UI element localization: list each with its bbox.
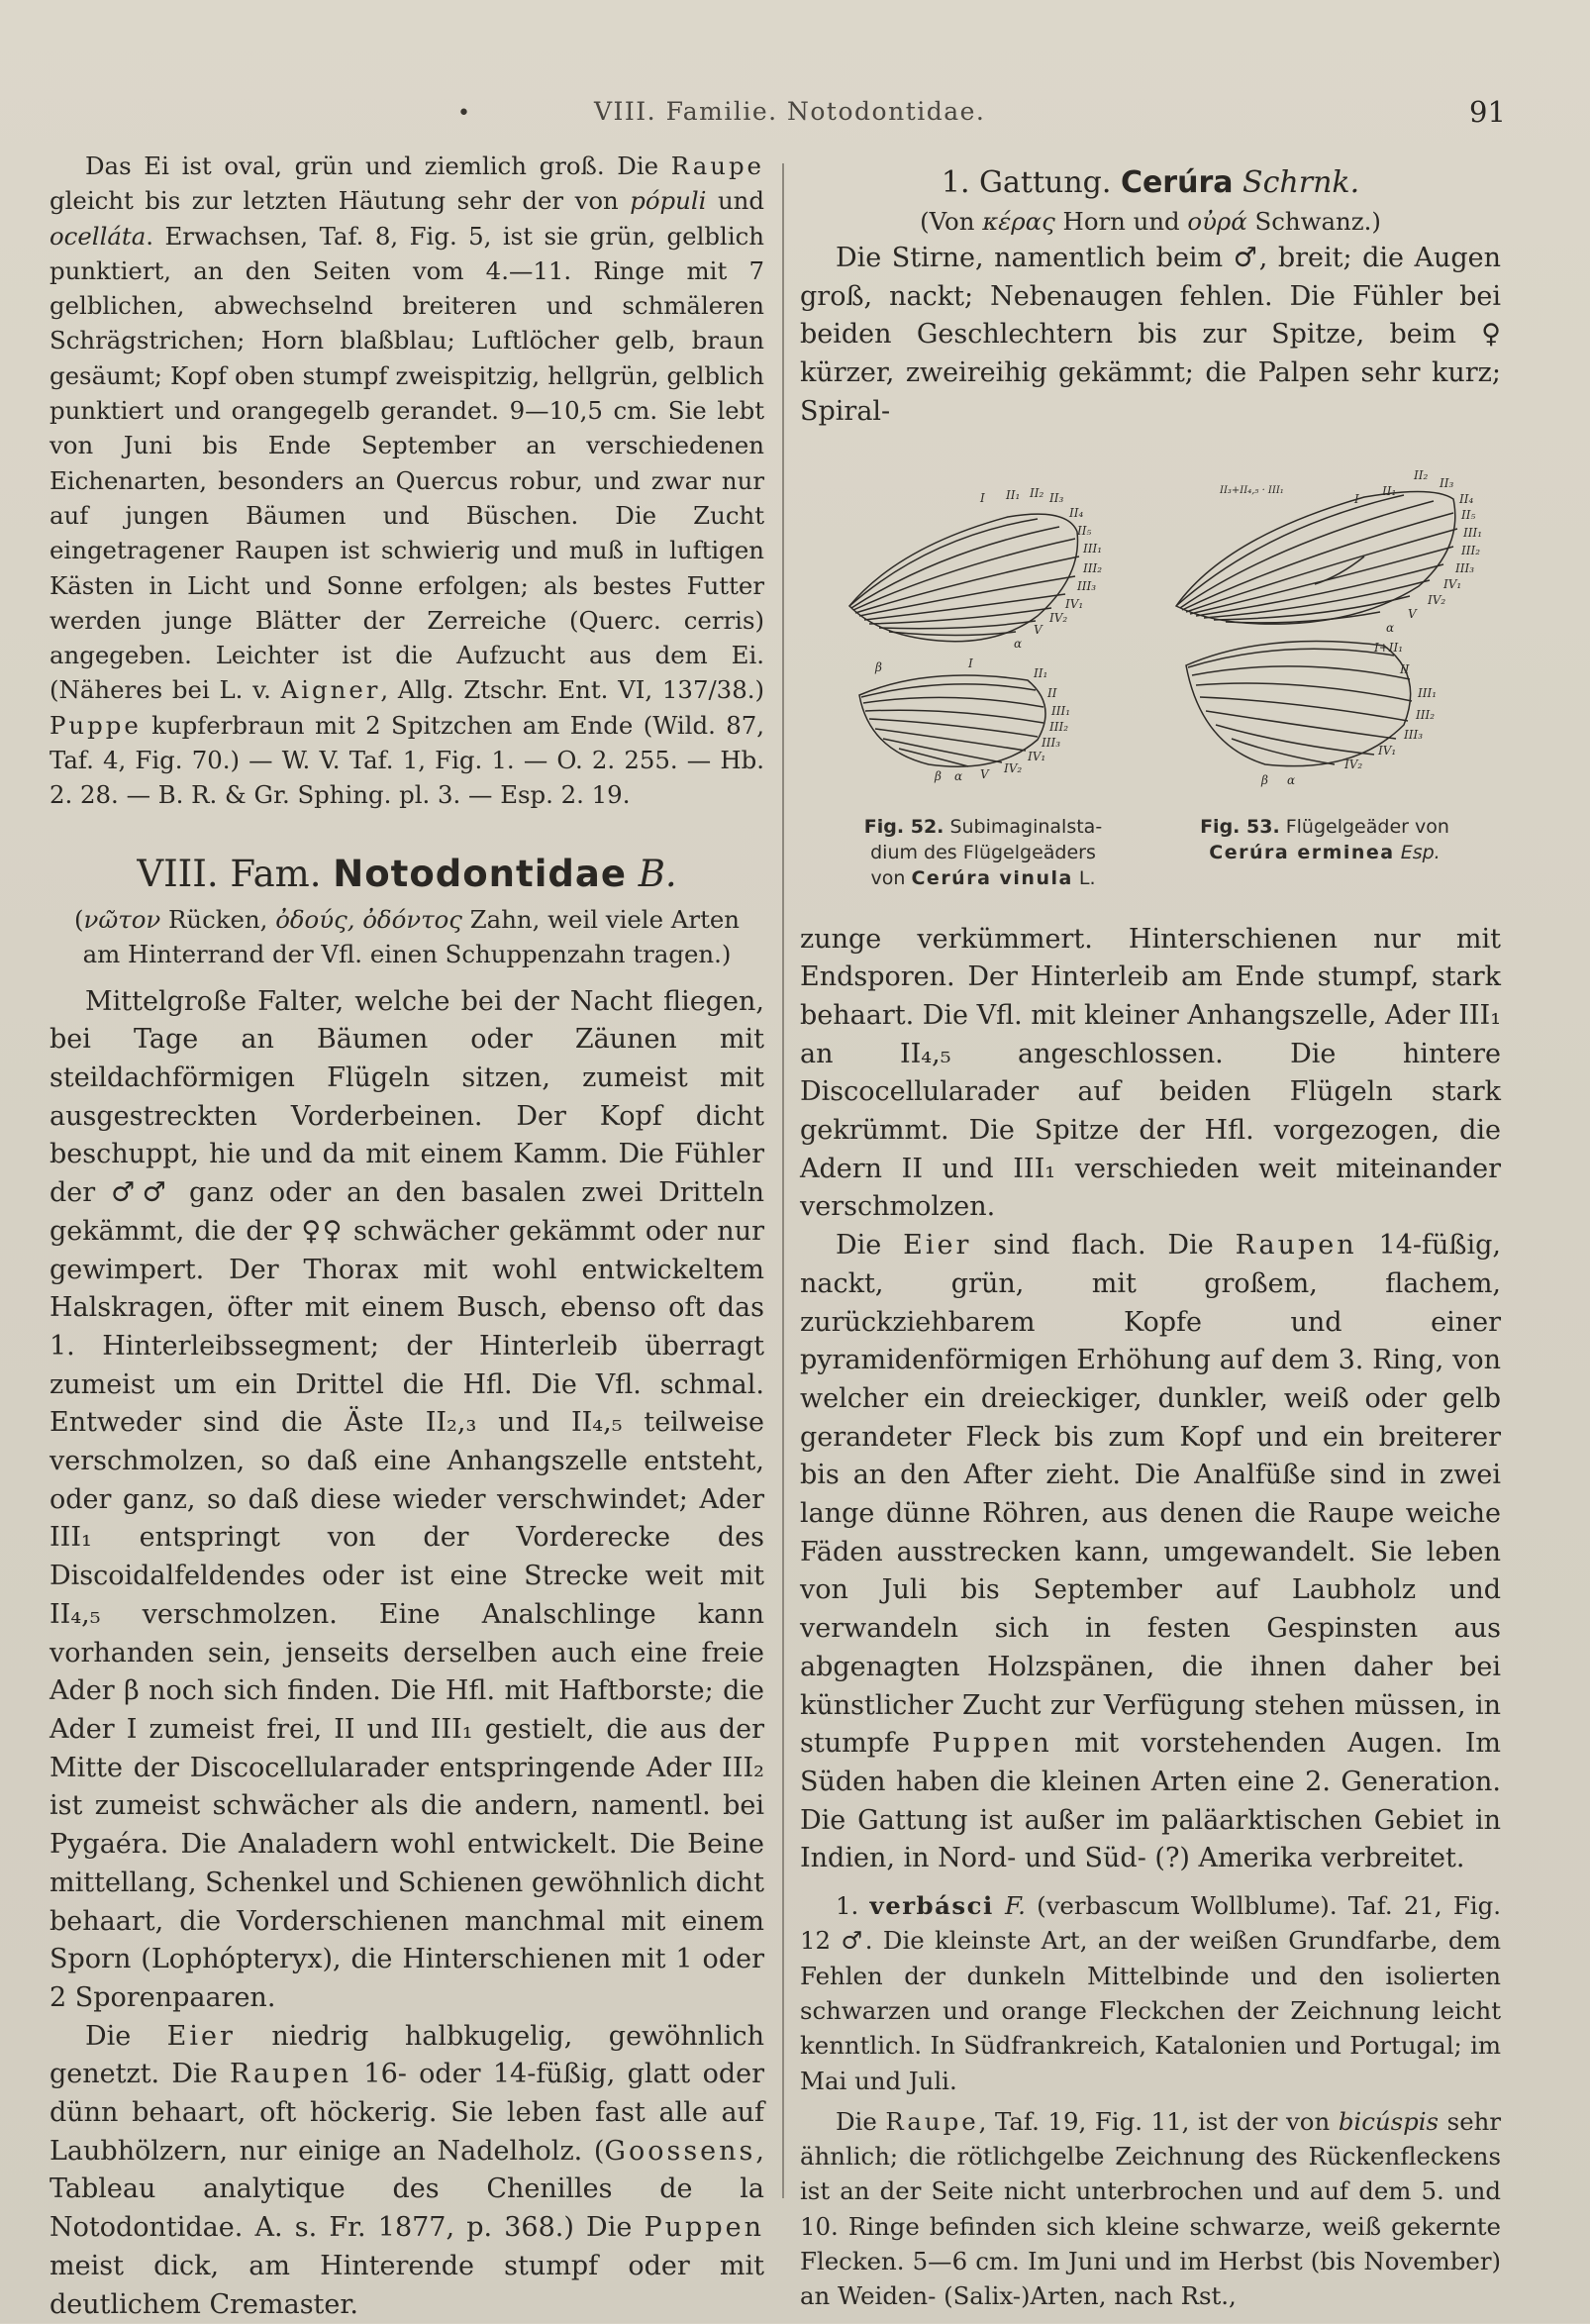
text-run: , Allg. Ztschr. Ent. VI, 137/38.) [380, 675, 764, 705]
hindwing-outline [859, 675, 1045, 766]
text-run: 14-füßig, nackt, grün, mit großem, flachem, zurückziehbarem Kopfe und einer pyramidenförmigen Erhöhung auf dem 3. Ring, von welcher ein dreieckiger, dunkler, weiß oder gelb gerandeter Fleck bis zum Kopf und ein breiterer bis an den After zieht. Die Analfüße sind in zwei lange dünne Röhren, aus denen die Raupe weiche Fäden ausstrecken kann, umgewandelt. Sie leben von Juli bis September auf Laubholz und verwandeln sich in festen Gespinsten aus abgenagten Holzspänen, die ihnen daher bei künstlicher Zucht zur Verfügung stehen müssen, in stumpfe [800, 1230, 1501, 1760]
vein-label: α [1386, 620, 1395, 635]
caption-author: L. [1078, 866, 1096, 889]
vein-label: III₂ [1049, 719, 1069, 734]
caption-text: Subimaginalsta- [949, 815, 1103, 838]
text-run-spaced: Raupen [1235, 1230, 1357, 1262]
egg-larva-paragraph [50, 149, 764, 813]
text-run: Horn und [1062, 207, 1180, 236]
text-run: Die [836, 1230, 882, 1262]
text-run: 16- oder 14-füßig, glatt oder dünn behaart, oft höckerig. Sie leben fast alle auf Laubhölzern, nur einige an Nadelholz. ( [50, 2059, 764, 2167]
vein-label: II₁ [1034, 665, 1048, 680]
greek-word: κέρας [982, 207, 1055, 236]
text-run: , Tableau analytique des Chenilles de la Notodontidae. A. s. Fr. 1877, p. 368.) Die [50, 2135, 764, 2244]
author-name: Goossens [604, 2135, 756, 2167]
vein-label: I [968, 656, 973, 670]
vein-label: III₃ [1404, 727, 1424, 742]
family-larvae-paragraph [50, 2018, 764, 2324]
text-run-spaced: Puppen [644, 2212, 764, 2244]
vein-label: β [935, 768, 942, 783]
family-author: B. [638, 852, 677, 895]
species-ref: pópuli [630, 186, 707, 216]
species-text: (verbascum Wollblume). Taf. 21, Fig. 12 ♂. Die kleinste Art, an der weißen Grundfarbe, dem Fehlen der dunkeln Mittelbinde und den isolierten schwarzen und orange Fleckchen der Zeichnung leicht kenntlich. In Südfrankreich, Katalonien und Portugal; im Mai und Juli. [800, 1891, 1501, 2095]
vein-label: II₄ [1459, 491, 1474, 506]
text-run: gleicht bis zur letzten Häutung sehr der von [50, 186, 619, 216]
caption-species: Cerúra erminea [1209, 841, 1395, 863]
vein-label: V [1034, 622, 1043, 637]
caption-line [1156, 814, 1493, 840]
vein-label: α [1014, 636, 1023, 651]
species-name: verbásci [869, 1891, 994, 1921]
species-verbasci-entry [800, 1888, 1501, 2098]
vein-label: III₃ [1077, 578, 1097, 593]
vein-label: II₁ [1006, 487, 1021, 502]
right-column [800, 149, 1501, 2314]
text-run: mit vorstehenden Augen. Im Süden haben die kleinen Arten eine 2. Generation. Die Gattung ist außer im paläarktischen Gebiet in Indien, in Nord- und Süd- (?) Amerika verbreitet. [800, 1728, 1501, 1874]
caption-species: Cerúra vinula [911, 866, 1073, 889]
vein-label: I [980, 490, 985, 505]
vein-label: III₃ [1455, 560, 1475, 575]
genus-prefix: 1. Gattung. [941, 165, 1112, 200]
vein-label: IV₂ [1049, 610, 1068, 625]
genus-larvae-paragraph [800, 1227, 1501, 1878]
ink-dot: • [457, 101, 470, 126]
text-run-spaced: Raupen [230, 2059, 352, 2090]
vein-label: II₅ [1461, 507, 1476, 522]
family-description: Mittelgroße Falter, welche bei der Nacht fliegen, bei Tage an Bäumen oder Zäunen mit steildachförmigen Flügeln sitzen, zumeist mit ausgestreckten Vorderbeinen. Der Kopf dicht beschuppt, hie und da mit einem Kamm. Die Fühler der ♂♂ ganz oder an den basalen zwei Dritteln gekämmt, die der ♀♀ schwächer gekämmt oder nur gewimpert. Der Thorax mit wohl entwickeltem Halskragen, öfter mit einem Busch, ebenso oft das 1. Hinterleibssegment; der Hinterleib überragt zumeist um ein Drittel die Hfl. Die Vfl. schmal. Entweder sind die Äste II₂,₃ und II₄,₅ teilweise verschmolzen, so daß eine Anhangszelle entsteht, oder ganz, so daß diese wieder verschwindet; Ader III₁ entspringt von der Vorderecke des Discoidalfeldendes oder ist eine Strecke weit mit II₄,₅ verschmolzen. Eine Analschlinge kann vorhanden sein, jenseits derselben auch eine freie Ader β noch sich finden. Die Hfl. mit Haftborste; die Ader I zumeist frei, II und III₁ gestielt, die aus der Mitte der Discocellularader entspringende Ader III₂ ist zumeist schwächer als die andern, namentl. bei Pygaéra. Die Analadern wohl entwickelt. Die Beine mittellang, Schenkel und Schienen gewöhnlich dicht behaart, die Vorderschienen manchmal mit einem Sporn (Lophópteryx), die Hinterschienen mit 1 oder 2 Sporenpaaren. [50, 985, 764, 2013]
vein-label: II [1400, 661, 1410, 676]
caption-line [820, 814, 1146, 840]
vein-label: II [1047, 685, 1057, 700]
text-run: sehr ähnlich; die rötlichgelbe Zeichnung des Rückenfleckens ist an der Seite nicht unterbrochen und auf dem 5. und 10. Ringe befinden sich kleine schwarze, weiß gekernte Flecken. 5—6 cm. Im Juni und im Herbst (bis November) an Weiden- (Salix-)Arten, nach Rst., [800, 2106, 1501, 2311]
text-run: Die [85, 2020, 132, 2052]
text-run-spaced: Raupe [670, 152, 764, 180]
text-run: Das E [85, 152, 162, 180]
vein-label: II₅ [1077, 523, 1092, 538]
vein-label: V [1408, 606, 1417, 621]
genus-name: Cerúra [1120, 165, 1234, 200]
vein-label: α [1287, 772, 1296, 787]
greek-word: νῶτον [83, 904, 161, 934]
vein-label: IV₂ [1428, 592, 1446, 607]
species-author: F. [1005, 1891, 1026, 1921]
text-run-spaced: Raupe [885, 2106, 979, 2136]
family-prefix: VIII. Fam. [137, 852, 322, 895]
vein-label: IV₁ [1028, 749, 1046, 763]
vein-label: III₂ [1461, 543, 1481, 557]
genus-heading [800, 162, 1501, 204]
vein-label: IV₁ [1065, 596, 1084, 611]
vein-label: III₃ [1042, 735, 1061, 750]
figure-52-caption [820, 814, 1146, 891]
text-run: sind flach. Die [993, 1230, 1214, 1262]
vein-label: IV₁ [1378, 743, 1397, 758]
family-heading [50, 853, 764, 896]
text-run-spaced: Eier [166, 2020, 236, 2052]
figure-53-caption [1156, 814, 1493, 865]
text-run: Rücken, [168, 904, 268, 934]
vein-label: IV₂ [1344, 757, 1363, 771]
left-column [50, 149, 764, 2324]
text-run: Zahn, weil viele Arten am Hinterrand der Vfl. einen Schuppenzahn tragen.) [82, 904, 741, 968]
vein-label: II₁ [1382, 483, 1397, 498]
figure-number: Fig. 52. [863, 815, 944, 838]
page-number: 91 [1469, 95, 1506, 129]
vein-label: II₃ [1049, 490, 1064, 505]
genus-etymology [800, 204, 1501, 240]
greek-word: ὀδούς, ὀδόντος [275, 904, 462, 934]
species-verbasci-larva [800, 2104, 1501, 2314]
text-run: und [717, 186, 764, 216]
text-run-spaced: Eier [903, 1230, 972, 1262]
vein-label: II₃+II₄,₅ · III₁ [1220, 484, 1284, 496]
vein-label: β [1261, 772, 1268, 787]
text-run: . Erwachsen, Taf. 8, Fig. 5, ist sie grün, gelblich punktiert, an den Seiten vom 4.—11. Ringe mit 7 gelblichen, abwechselnd breiteren und schmäleren Schrägstrichen; Horn blaßblau; Luftlöcher gelb, braun gesäumt; Kopf oben stumpf zweispitzig, hellgrün, gelblich punktiert und orangegelb gerandet. 9—10,5 cm. Sie lebt von Juni bis Ende September an verschiedenen Eichenarten, besonders an Quercus robur, und zwar nur auf jungen Bäumen und Büschen. Die Zucht eingetragener Raupen ist schwierig und muß in luftigen Kästen in Licht und Sonne erfolgen; als bestes Futter werden junge Blätter der Zerreiche (Querc. cerris) angegeben. Leichter ist die Aufzucht aus dem Ei. (Näheres bei L. v. [50, 221, 764, 705]
text-run: Die [836, 2106, 877, 2136]
text-run: meist dick, am Hinterende stumpf oder mit deutlichem Cremaster. [50, 2250, 764, 2320]
author-name: Aigner [280, 675, 381, 705]
family-etymology: (νῶτον Rücken, ὀδούς, ὀδόντος Zahn, weil viele Arten am Hinterrand der Vfl. einen Schuppenzahn tragen.) [73, 904, 741, 968]
caption-text: Flügelgeäder von [1285, 815, 1449, 838]
caption-text: von [870, 866, 906, 889]
text-run: niedrig halbkugelig, gewöhnlich genetzt. Die [50, 2020, 764, 2090]
species-ref: bicúspis [1338, 2106, 1440, 2136]
running-head [0, 97, 1590, 137]
text-run-spaced: Puppen [932, 1728, 1052, 1760]
greek-word: οὐρά [1187, 207, 1247, 236]
figure-number: Fig. 53. [1200, 815, 1280, 838]
text-run: kupferbraun mit 2 Spitzchen am Ende (Wild. 87, Taf. 4, Fig. 70.) — W. V. Taf. 1, Fig. 1. — O. 2. 255. — Hb. 2. 28. — B. R. & Gr. Sphing. pl. 3. — Esp. 2. 19. [50, 710, 764, 810]
text-run: Schwanz.) [1254, 207, 1381, 236]
caption-line: dium des Flügelgeäders [870, 841, 1096, 863]
vein-label: IV₁ [1443, 576, 1462, 591]
vein-label: II₂ [1030, 485, 1044, 500]
vein-label: α [954, 768, 963, 783]
vein-label: β [875, 659, 882, 674]
vein-label: V [980, 766, 989, 781]
genus-description-continued: zunge verkümmert. Hinterschienen nur mit Endsporen. Der Hinterleib am Ende stumpf, stark behaart. Die Vfl. mit kleiner Anhangszelle, Ader III₁ an II₄,₅ angeschlossen. Die hintere Discocellularader auf beiden Flügeln stark gekrümmt. Die Spitze der Hfl. vorgezogen, die Adern II und III₁ verschieden weit miteinander verschmolzen. [800, 923, 1502, 1223]
vein-label: III₂ [1416, 707, 1436, 722]
caption-author: Esp. [1400, 841, 1441, 863]
figure-block [800, 457, 1501, 921]
vein-label: I+II₁ [1374, 640, 1404, 655]
vein-label: II₄ [1069, 505, 1084, 520]
caption-line [820, 865, 1146, 891]
vein-label: II₂ [1414, 467, 1429, 482]
running-head-title: VIII. Familie. Notodontidae. [594, 97, 986, 126]
column-divider [782, 163, 784, 2198]
wing-venation-figure-52 [840, 477, 1166, 794]
species-ref: ocelláta [50, 221, 147, 251]
genus-description: Die Stirne, namentlich beim ♂, breit; die Augen groß, nackt; Nebenaugen fehlen. Die Fühler bei beiden Geschlechtern bis zur Spitze, beim ♀ kürzer, zweireihig gekämmt; die Palpen sehr kurz; Spiral- [800, 243, 1501, 427]
vein-label: III₁ [1083, 541, 1103, 556]
vein-label: III₂ [1083, 560, 1103, 575]
forewing-outline [1176, 491, 1457, 624]
species-number: 1. [836, 1891, 859, 1921]
family-name: Notodontidae [333, 852, 627, 895]
caption-line [1156, 840, 1493, 865]
vein-label: IV₂ [1004, 760, 1023, 775]
vein-label: I [1354, 491, 1359, 506]
forewing-outline [849, 514, 1079, 642]
text-run: i ist oval, grün und ziemlich groß. Die [161, 152, 659, 180]
genus-author: Schrnk. [1242, 165, 1360, 200]
vein-label: II₃ [1440, 475, 1454, 490]
text-run: , Taf. 19, Fig. 11, ist der von [978, 2106, 1331, 2136]
wing-venation-figure-53 [1166, 457, 1493, 794]
text-run: (Von [920, 207, 975, 236]
vein-label: III₁ [1418, 685, 1438, 700]
vein-label: III₁ [1463, 525, 1483, 540]
text-run-spaced: Puppe [50, 710, 142, 740]
vein-label: III₁ [1051, 703, 1071, 718]
